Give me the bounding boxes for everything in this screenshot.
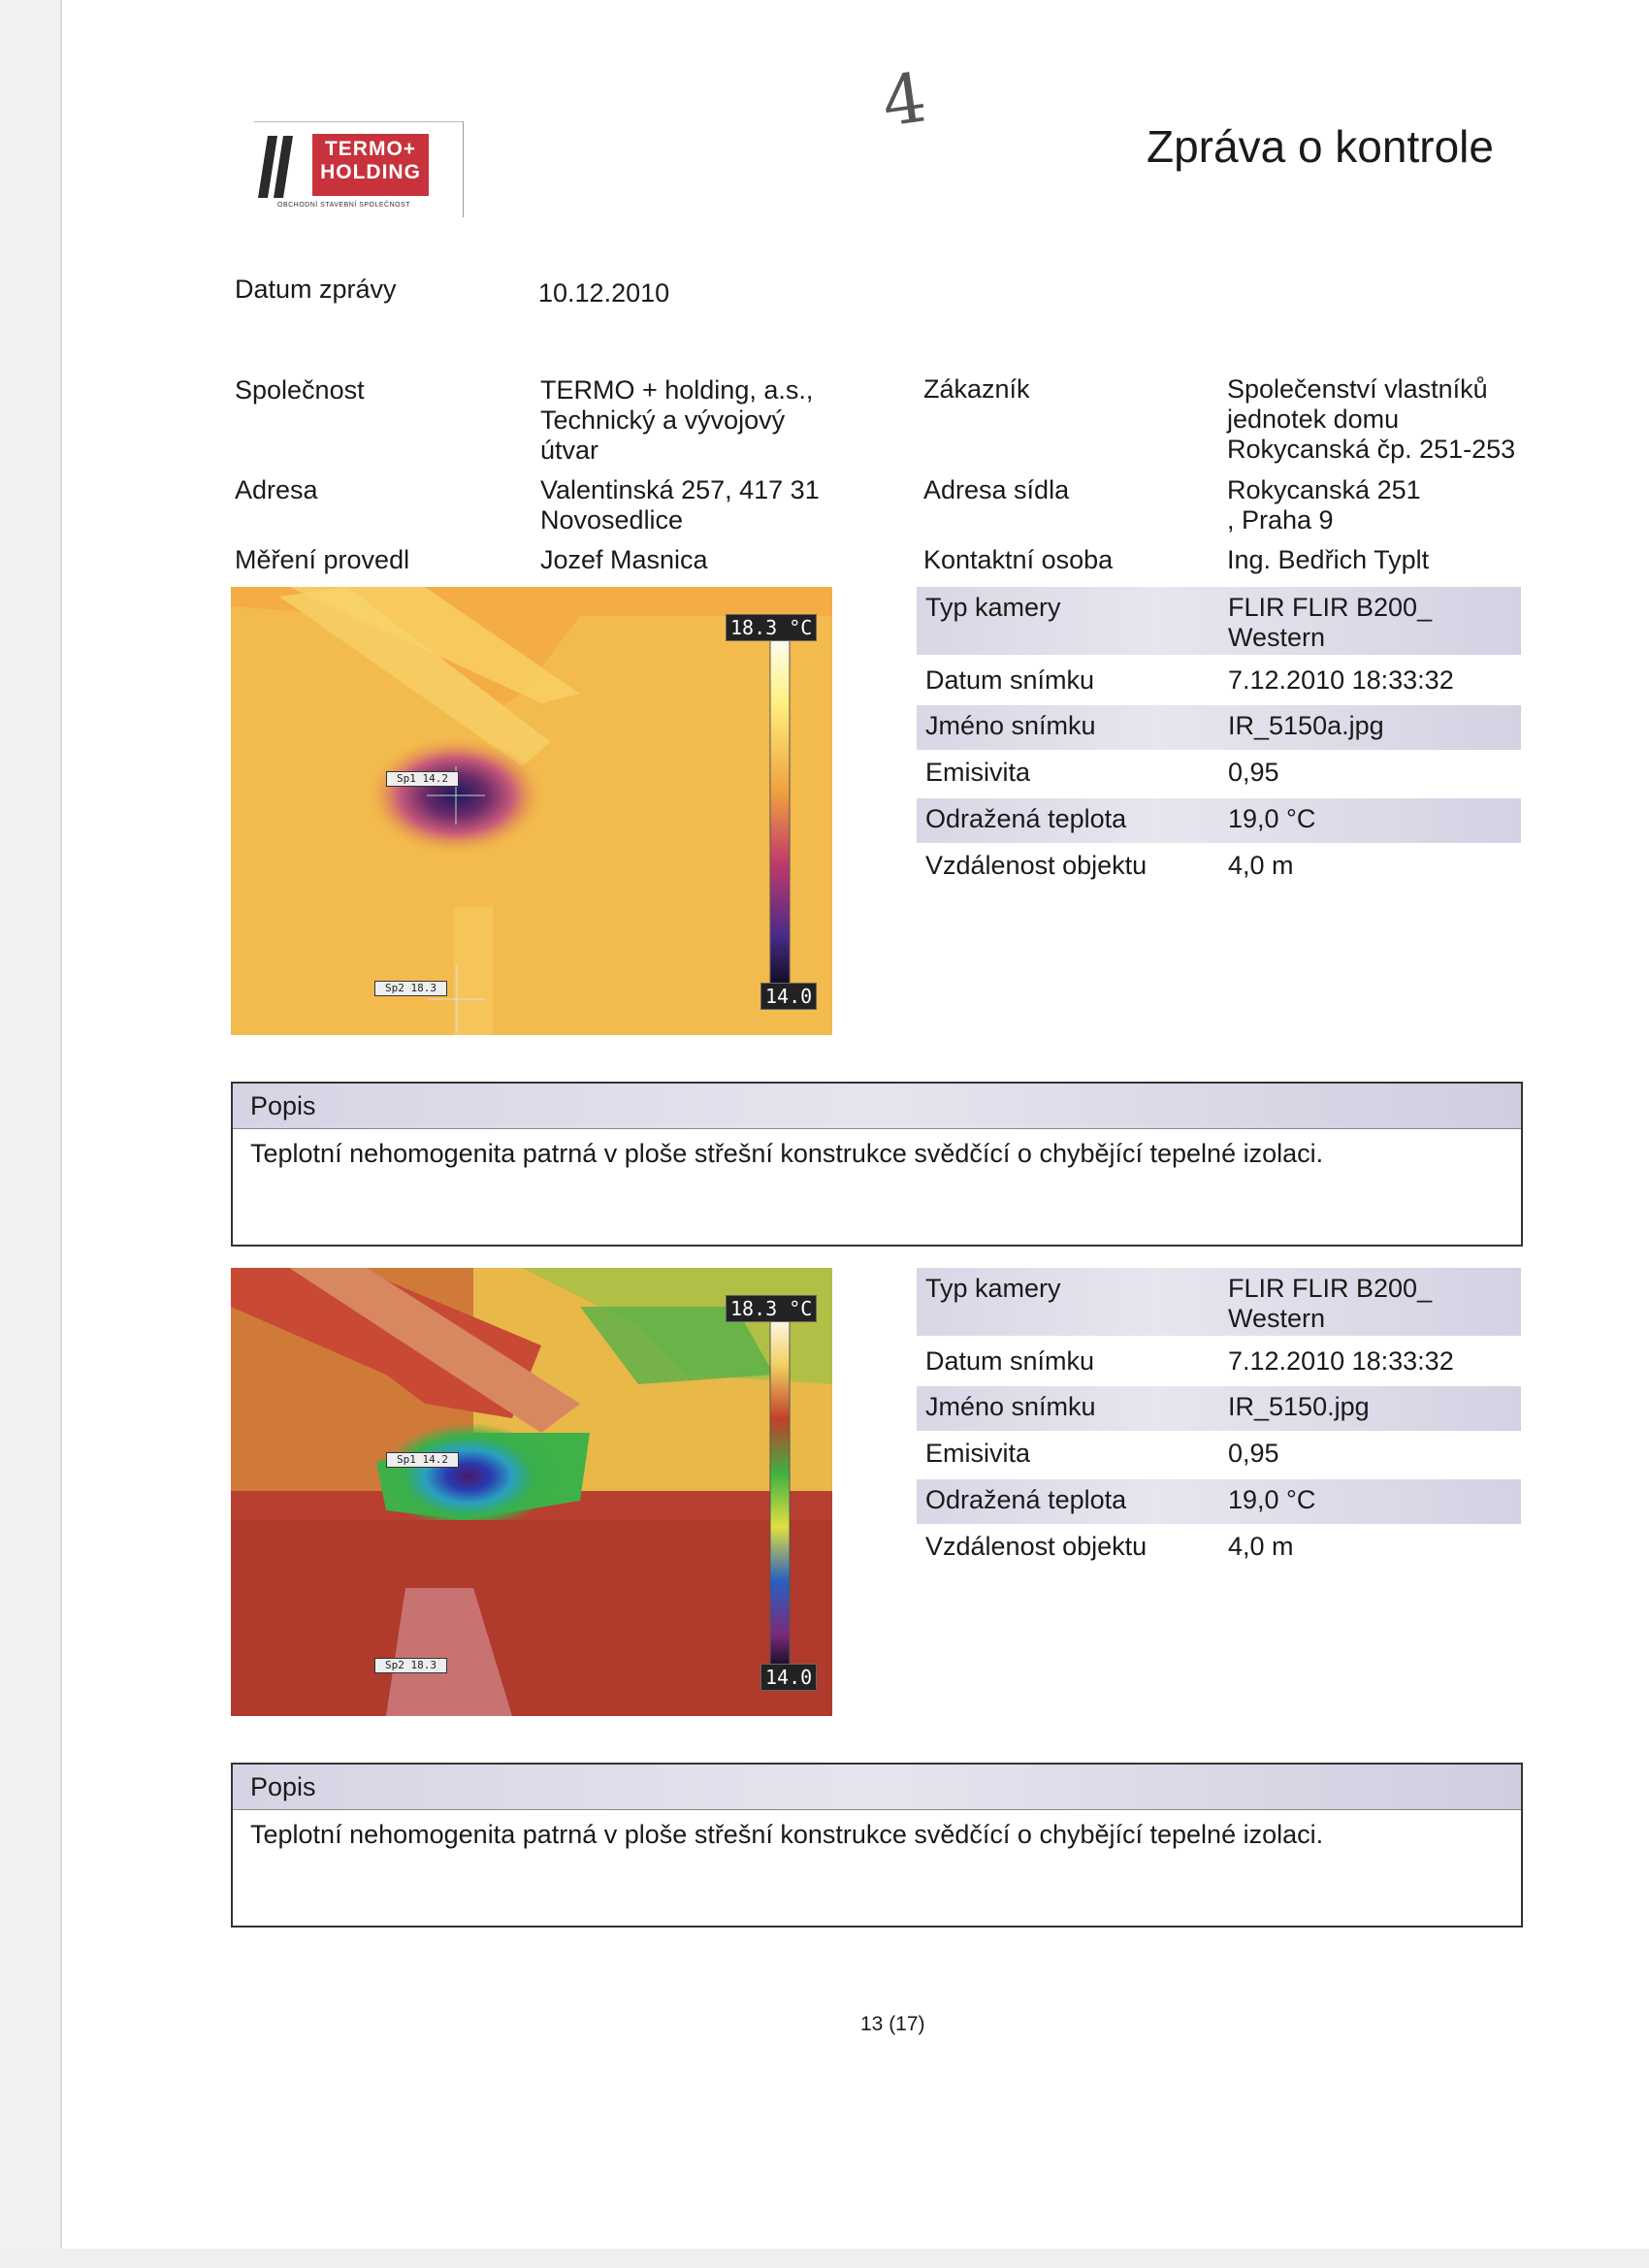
scale-min-label: 14.0 xyxy=(760,983,817,1010)
info-label: Emisivita xyxy=(925,1439,1031,1468)
thermal-image-2 xyxy=(231,1268,832,1716)
spot-1-label: Sp1 14.2 xyxy=(386,771,459,787)
info-value: 0,95 xyxy=(1228,1439,1279,1468)
info-row xyxy=(917,587,1521,655)
address-value-line: Valentinská 257, 417 31 xyxy=(540,475,820,504)
info-label: Jméno snímku xyxy=(925,1392,1096,1421)
date-label: Datum zprávy xyxy=(235,275,397,304)
logo-stripes-icon xyxy=(258,136,301,198)
handwritten-page-mark: 4 xyxy=(877,57,932,143)
info-value: IR_5150.jpg xyxy=(1228,1392,1370,1421)
info-value xyxy=(1228,1274,1432,1334)
info-label: Vzdálenost objektu xyxy=(925,851,1148,880)
info-value: 7.12.2010 18:33:32 xyxy=(1228,665,1454,695)
info-value: 19,0 °C xyxy=(1228,1485,1316,1514)
company-value-line: TERMO + holding, a.s., xyxy=(540,375,814,405)
description-label: Popis xyxy=(250,1772,316,1801)
customer-value xyxy=(1227,374,1515,465)
measured-by-label: Měření provedl xyxy=(235,545,410,574)
description-text: Teplotní nehomogenita patrná v ploše střešní konstrukce svědčící o chybějící tepelné izolaci. xyxy=(250,1820,1324,1849)
thermal-image-1 xyxy=(231,587,832,1035)
info-label: Vzdálenost objektu xyxy=(925,1532,1148,1561)
thermal-image-1-graphic xyxy=(231,587,832,1035)
info-row xyxy=(917,1433,1521,1477)
info-value-line: FLIR FLIR B200_ xyxy=(1228,593,1433,622)
info-row xyxy=(917,660,1521,704)
info-label: Odražená teplota xyxy=(925,804,1127,833)
spot-1-label: Sp1 14.2 xyxy=(386,1452,459,1468)
thermal-image-2-graphic xyxy=(231,1268,832,1716)
info-label: Typ kamery xyxy=(925,593,1061,622)
contact-label: Kontaktní osoba xyxy=(923,545,1114,574)
description-header xyxy=(233,1084,1521,1129)
scan-left-edge xyxy=(0,0,62,2268)
description-header xyxy=(233,1765,1521,1810)
info-row xyxy=(917,798,1521,843)
info-value: 19,0 °C xyxy=(1228,804,1316,833)
company-value xyxy=(540,375,813,466)
info-value xyxy=(1228,593,1432,653)
description-box-1 xyxy=(231,1082,1523,1247)
info-value-line: FLIR FLIR B200_ xyxy=(1228,1274,1433,1303)
description-box-2 xyxy=(231,1763,1523,1928)
hq-address-label: Adresa sídla xyxy=(923,475,1070,504)
info-row xyxy=(917,705,1521,750)
scale-min-label: 14.0 xyxy=(760,1664,817,1691)
logo-text-line2: HOLDING xyxy=(320,161,421,183)
company-value-line: Technický a vývojový xyxy=(540,405,786,435)
info-value: 4,0 m xyxy=(1228,1532,1294,1561)
info-row xyxy=(917,752,1521,796)
info-value-line: Western xyxy=(1228,623,1326,652)
address-label: Adresa xyxy=(235,475,318,504)
measured-by-value: Jozef Masnica xyxy=(540,545,708,574)
info-row xyxy=(917,1268,1521,1336)
description-text: Teplotní nehomogenita patrná v ploše střešní konstrukce svědčící o chybějící tepelné izolaci. xyxy=(250,1139,1324,1168)
info-row xyxy=(917,1386,1521,1431)
info-value: 7.12.2010 18:33:32 xyxy=(1228,1346,1454,1376)
address-value-line: Novosedlice xyxy=(540,505,684,535)
company-value-line: útvar xyxy=(540,436,599,465)
customer-value-line: Rokycanská čp. 251-253 xyxy=(1227,435,1516,464)
info-label: Datum snímku xyxy=(925,1346,1095,1376)
info-row xyxy=(917,1479,1521,1524)
info-label: Datum snímku xyxy=(925,665,1095,695)
hq-address-line: Rokycanská 251 xyxy=(1227,475,1421,504)
info-value: IR_5150a.jpg xyxy=(1228,711,1384,740)
info-row xyxy=(917,1526,1521,1571)
page-title: Zpráva o kontrole xyxy=(1147,121,1494,172)
scale-max-label: 18.3 °C xyxy=(726,614,817,641)
info-label: Emisivita xyxy=(925,758,1031,787)
info-value: 4,0 m xyxy=(1228,851,1294,880)
customer-label: Zákazník xyxy=(923,374,1030,404)
info-value-line: Western xyxy=(1228,1304,1326,1333)
customer-value-line: jednotek domu xyxy=(1227,405,1400,434)
company-logo xyxy=(254,121,464,217)
spot-2-label: Sp2 18.3 xyxy=(374,1658,447,1673)
customer-value-line: Společenství vlastníků xyxy=(1227,374,1488,404)
scale-max-label: 18.3 °C xyxy=(726,1295,817,1322)
info-label: Jméno snímku xyxy=(925,711,1096,740)
info-value: 0,95 xyxy=(1228,758,1279,787)
info-label: Odražená teplota xyxy=(925,1485,1127,1514)
spot-2-label: Sp2 18.3 xyxy=(374,981,447,996)
scan-bottom-edge xyxy=(0,2249,1649,2268)
contact-value: Ing. Bedřich Typlt xyxy=(1227,545,1430,574)
info-row xyxy=(917,845,1521,890)
date-value: 10.12.2010 xyxy=(538,278,670,308)
logo-text-line1: TERMO+ xyxy=(324,138,417,160)
page-number: 13 (17) xyxy=(860,2013,925,2035)
description-label: Popis xyxy=(250,1091,316,1120)
info-row xyxy=(917,1341,1521,1385)
address-value xyxy=(540,475,820,535)
company-label: Společnost xyxy=(235,375,365,405)
hq-address-value xyxy=(1227,475,1421,535)
logo-subtitle: OBCHODNÍ STAVEBNÍ SPOLEČNOST xyxy=(277,202,411,209)
hq-address-line: , Praha 9 xyxy=(1227,505,1334,535)
info-label: Typ kamery xyxy=(925,1274,1061,1303)
